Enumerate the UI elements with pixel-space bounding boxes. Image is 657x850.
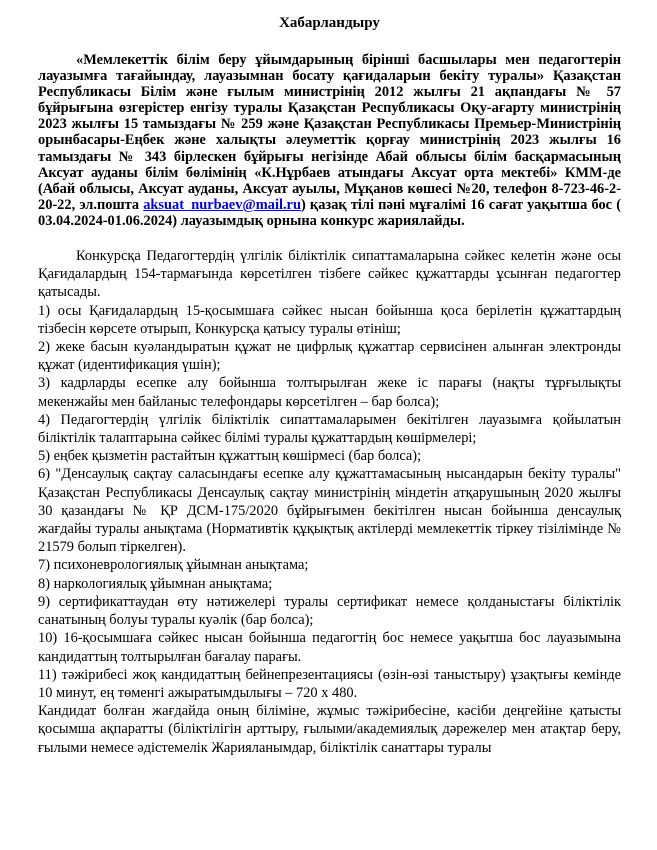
list-item: 6) "Денсаулық сақтау саласындағы есепке алу құжаттамасының нысандарын бекіту туралы" Қазақстан Республикасы Денсаулық сақтау министрінің міндетін атқарушының 2020 жылғы 30 қазандағы № ҚР ДСМ-175/2020 бұйрығымен бекітілген нысан бойынша денсаулық жағдайы туралы анықтама (Нормативтік құқықтық актілерді мемлекеттік тіркеу тізілімінде № 21579 болып тіркелген).: [38, 466, 621, 556]
list-item: 3) кадрларды есепке алу бойынша толтырылған жеке іс парағы (нақты тұрғылықты мекенжайы мен байланыс телефондары көрсетілген – бар болса);: [38, 375, 621, 410]
list-item: 7) психоневрологиялық ұйымнан анықтама;: [38, 557, 309, 574]
participants-paragraph: Конкурсқа Педагогтердің үлгілік біліктілік сипаттамаларына сәйкес келетін және осы Қағидалардың 154-тармағында көрсетілген тізбеге сәйкес құжаттарды ұсынған педагогтер қатысады.: [38, 248, 621, 301]
list-item: 8) наркологиялық ұйымнан анықтама;: [38, 575, 273, 592]
list-item: 11) тәжірибесі жоқ кандидаттың бейнепрезентациясы (өзін-өзі таныстыру) ұзақтығы кемінде 10 минут, ең төменгі ажыратымдылығы – 720 x 480.: [38, 666, 621, 701]
list-item: 4) Педагогтердің үлгілік біліктілік сипаттамаларымен бекітілген лауазымға қойылатын біліктілік талаптарына сәйкес білімі туралы құжаттардың көшірмелері;: [38, 411, 621, 447]
list-item: 9) сертификаттаудан өту нәтижелері туралы сертификат немесе қолданыстағы біліктілік санатының болуы туралы куәлік (бар болса);: [38, 593, 621, 629]
email-link[interactable]: aksuat_nurbaev@mail.ru: [143, 196, 301, 213]
list-item: 1) осы Қағидалардың 15-қосымшаға сәйкес нысан бойынша қоса берілетін құжаттардың тізбесін көрсете отырып, Конкурсқа қатысу туралы өтініш;: [38, 302, 621, 337]
additional-info-paragraph: Кандидат болған жағдайда оның біліміне, жұмыс тәжірибесіне, кәсіби деңгейіне қатысты қосымша ақпаратты (біліктілігін арттыру, ғылыми/академиялық дәрежелер мен атақтар беру, ғылыми немесе әдістемелік Жарияланымдар, біліктілік санаттары туралы: [38, 703, 621, 756]
list-item: 10) 16-қосымшаға сәйкес нысан бойынша педагогтің бос немесе уақытша бос лауазымына кандидаттың толтырылған бағалау парағы.: [38, 630, 621, 665]
list-item: 2) жеке басын куәландыратын құжат не цифрлық құжаттар сервисінен алынған электронды құжат (идентификация үшін);: [38, 339, 621, 374]
document-body: [38, 247, 621, 757]
intro-text-after-email: ) қазақ тілі пәні мұғалімі 16 сағат уақытша бос ( 03.04.2024-01.06.2024) лауазымдық орнына конкурс жариялайды.: [38, 196, 622, 229]
document-title: Хабарландыру: [279, 15, 380, 31]
intro-text-before-email: «Мемлекеттік білім беру ұйымдарының бірінші басшылары мен педагогтерін лауазымға тағайындау, лауазымнан босату қағидаларын бекіту туралы» Қазақстан Республикасы Білім және ғылым министрінің 2012 жылғы 21 ақпандағы № 57 бұйрығына өзгерістер енгізу туралы Қазақстан Республикасы Оқу-ағарту министрінің 2023 жылғы 15 тамыздағы № 259 және Қазақстан Республикасы Премьер-Министрінің орынбасары-Еңбек және халықты әлеуметтік қорғау министрінің 2023 жылғы 16 тамыздағы № 343 бірлескен бұйрығы негізінде Абай облысы білім басқармасының Аксуат ауданы білім бөлімінің «К.Нұрбаев атындағы Аксуат орта мектебі» КММ-де (Абай облысы, Аксуат ауданы, Аксуат ауылы, Мұқанов көшесі №20, телефон 8-723-46-2-20-22, эл.пошта: [38, 52, 621, 213]
list-item: 5) еңбек қызметін растайтын құжаттың көшірмесі (бар болса);: [38, 448, 422, 465]
announcement-intro: [38, 52, 621, 229]
